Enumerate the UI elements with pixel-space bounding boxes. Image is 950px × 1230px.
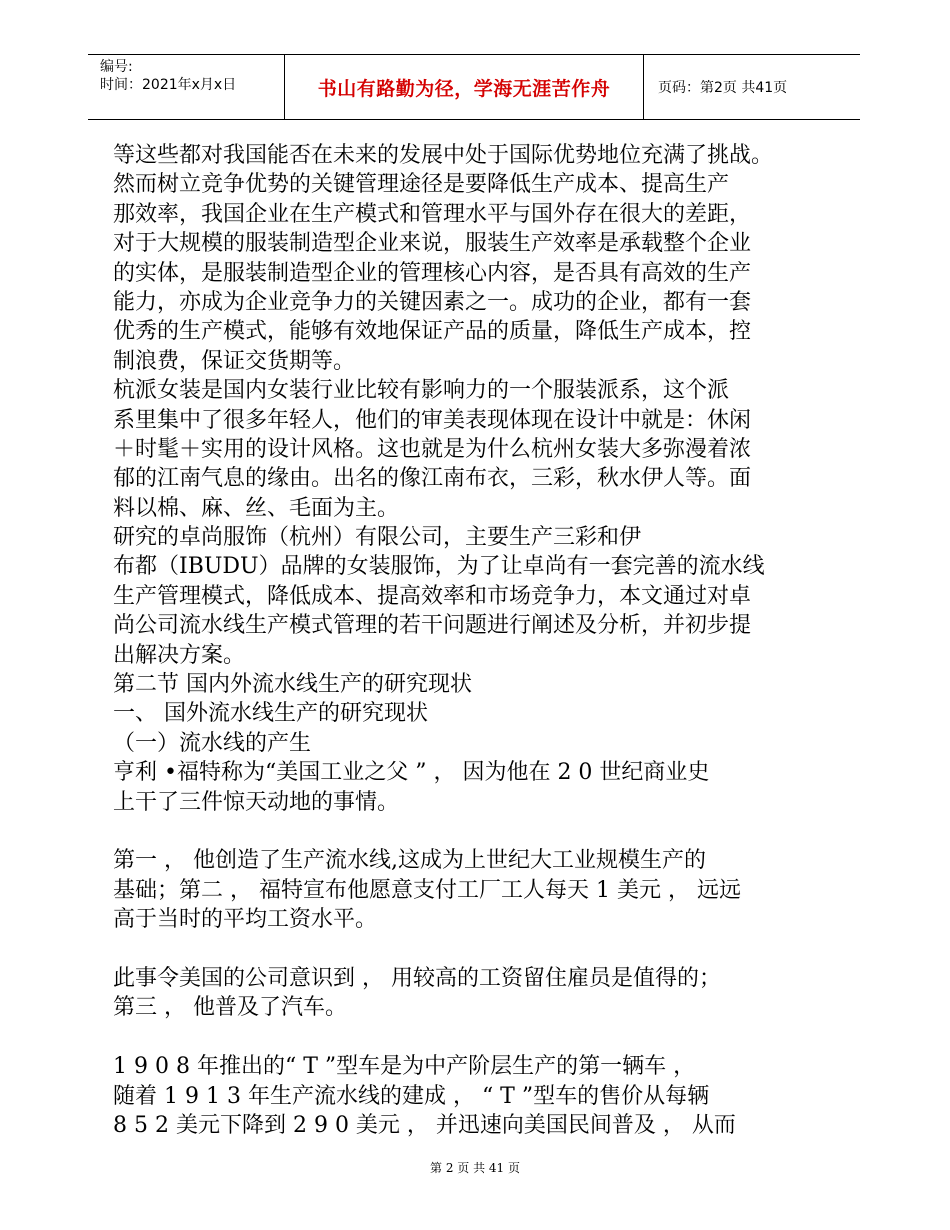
body-text-line: 亨利 •福特称为“美国工业之父 ” ， 因为他在 2 0 世纪商业史 (113, 760, 710, 786)
body-text-line: 的实体，是服装制造型企业的管理核心内容，是否具有高效的生产 (113, 260, 752, 286)
body-text-line: 优秀的生产模式，能够有效地保证产品的质量，降低生产成本，控 (113, 319, 752, 345)
blank-line (113, 935, 843, 964)
document-body (113, 141, 843, 1140)
page-info: 页码：第2页 共41页 (658, 80, 788, 96)
body-text-line: 系里集中了很多年轻人，他们的审美表现体现在设计中就是：休闲 (113, 407, 752, 433)
body-text-line: 1 9 0 8 年推出的“ T ”型车是为中产阶层生产的第一辆车 ， (113, 1054, 696, 1080)
body-text-line: 那效率，我国企业在生产模式和管理水平与国外存在很大的差距， (113, 201, 752, 227)
blank-line (113, 1023, 843, 1052)
serial-label: 编号: (100, 59, 133, 75)
body-text-line: ＋时髦＋实用的设计风格。这也就是为什么杭州女装大多弥漫着浓 (113, 436, 752, 462)
body-text-line: 一、 国外流水线生产的研究现状 (113, 701, 428, 727)
body-text-line: 第二节 国内外流水线生产的研究现状 (113, 672, 472, 698)
body-text-line: 随着 1 9 1 3 年生产流水线的建成 ， “ T ”型车的售价从每辆 (113, 1083, 710, 1109)
body-text-line: （一）流水线的产生 (113, 730, 312, 756)
body-text-line: 第一 ， 他创造了生产流水线,这成为上世纪大工业规模生产的 (113, 848, 706, 874)
body-text-line: 生产管理模式，降低成本、提高效率和市场竞争力，本文通过对卓 (113, 583, 752, 609)
header-meta (88, 55, 284, 119)
body-text-line: 8 5 2 美元下降到 2 9 0 美元 ， 并迅速向美国民间普及 ， 从而 (113, 1112, 736, 1138)
body-text-line: 此事令美国的公司意识到 ， 用较高的工资留住雇员是值得的； (113, 965, 721, 991)
page-header (88, 54, 860, 120)
body-text-line: 基础；第二 ， 福特宣布他愿意支付工厂工人每天 1 美元 ， 远远 (113, 877, 741, 903)
body-text-line: 出解决方案。 (113, 642, 246, 668)
header-page-info-cell (644, 55, 860, 119)
body-text-line: 然而树立竞争优势的关键管理途径是要降低生产成本、提高生产 (113, 172, 730, 198)
body-text-line: 第三 ， 他普及了汽车。 (113, 995, 347, 1021)
body-text-line: 高于当时的平均工资水平。 (113, 907, 378, 933)
body-text-line: 料以棉、麻、丝、毛面为主。 (113, 495, 400, 521)
body-text-line: 尚公司流水线生产模式管理的若干问题进行阐述及分析，并初步提 (113, 613, 752, 639)
body-text-line: 等这些都对我国能否在未来的发展中处于国际优势地位充满了挑战。 (113, 143, 774, 168)
blank-line (113, 817, 843, 846)
body-text-line: 能力，亦成为企业竞争力的关键因素之一。成功的企业，都有一套 (113, 289, 752, 315)
body-text-line: 郁的江南气息的缘由。出名的像江南布衣，三彩，秋水伊人等。面 (113, 466, 752, 492)
body-text-line: 布都（IBUDU）品牌的女装服饰，为了让卓尚有一套完善的流水线 (113, 554, 765, 580)
body-text-line: 上干了三件惊天动地的事情。 (113, 789, 400, 815)
motto: 书山有路勤为径，学海无涯苦作舟 (317, 77, 611, 100)
body-text-line: 杭派女装是国内女装行业比较有影响力的一个服装派系，这个派 (113, 378, 730, 404)
footer-page-number: 第 2 页 共 41 页 (430, 1161, 520, 1175)
body-text-line: 研究的卓尚服饰（杭州）有限公司，主要生产三彩和伊 (113, 525, 642, 551)
header-motto-cell (284, 55, 644, 119)
page-footer (0, 1159, 950, 1176)
body-text-line: 对于大规模的服装制造型企业来说，服装生产效率是承载整个企业 (113, 231, 752, 257)
time-label: 时间：2021年x月x日 (100, 77, 237, 93)
body-text-line: 制浪费，保证交货期等。 (113, 348, 356, 374)
